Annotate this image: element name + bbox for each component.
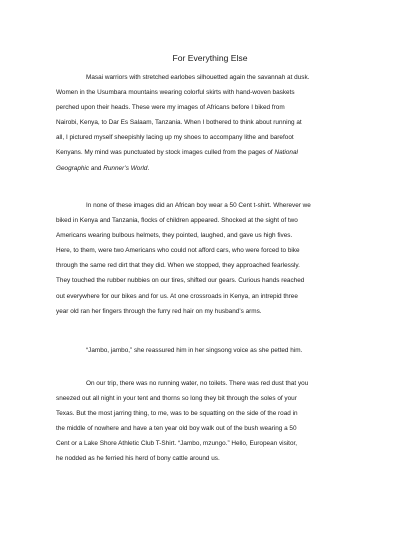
paragraph-line — [56, 145, 366, 160]
paragraph-line: out everywhere for our bikes and for us. At one crossroads in Kenya, an intrepid three — [56, 292, 298, 300]
paragraph-line: biked in Kenya and Tanzania, flocks of children appeared. Shocked at the sight of two — [56, 217, 298, 225]
paragraph-line: year old ran her fingers through the furry red hair on my husband’s arms. — [56, 307, 262, 315]
paragraph-line: perched upon their heads. These were my images of Africans before I biked from — [56, 104, 285, 112]
text-run: Kenyans. My mind was punctuated by stock images culled from the pages of — [56, 149, 275, 157]
paragraph-line — [56, 161, 366, 176]
paragraph-line: Here, to them, were two Americans who could not afford cars, who were forced to bike — [56, 247, 300, 255]
paragraph-line: he nodded as he ferried his herd of bony cattle around us. — [56, 455, 220, 463]
text-run: and — [89, 164, 104, 172]
italic-title: Geographic — [56, 164, 90, 172]
paragraph-3 — [56, 343, 366, 358]
paragraph-line: Nairobi, Kenya, to Dar Es Salaam, Tanzania. When I bothered to think about running at — [56, 119, 302, 127]
paragraph-line: the middle of nowhere and have a ten year old boy walk out of the bush wearing a 50 — [56, 425, 297, 433]
paragraph-line: In none of these images did an African boy wear a 50 Cent t-shirt. Wherever we — [86, 202, 311, 209]
paragraph-line: Masai warriors with stretched earlobes silhouetted again the savannah at dusk. — [86, 74, 310, 81]
paragraph-line: Women in the Usumbara mountains wearing colorful skirts with hand-woven baskets — [56, 89, 295, 97]
paragraph-2 — [56, 198, 366, 319]
text-run: . — [147, 164, 150, 172]
paragraph-line: all, I pictured myself sheepishly lacing up my shoes to accompany lithe and barefoot — [56, 134, 294, 142]
italic-title: Runner’s World — [103, 164, 148, 172]
paragraph-line: Cent or a Lake Shore Athletic Club T-Shirt. “Jambo, mzungo.” Hello, European visitor, — [56, 440, 298, 448]
paragraph-line: On our trip, there was no running water, no toilets. There was red dust that you — [86, 380, 309, 387]
paragraph-line: sneezed out all night in your tent and thorns so long they bit through the soles of your — [56, 395, 297, 403]
italic-title: National — [274, 149, 298, 157]
paragraph-line: through the same red dirt that they did. When we stopped, they approached fearlessly. — [56, 262, 300, 270]
paragraph-line: They touched the rubber nubbies on our tires, shifted our gears. Curious hands reached — [56, 277, 305, 285]
paragraph-line: Americans wearing bulbous helmets, they pointed, laughed, and gave us high fives. — [56, 232, 293, 240]
paragraph-4 — [56, 376, 366, 467]
paragraph-line: Texas. But the most jarring thing, to me, was to be squatting on the side of the road in — [56, 410, 298, 418]
paragraph-line: “Jambo, jambo,” she reassured him in her singsong voice as she petted him. — [86, 347, 303, 354]
document-title: For Everything Else — [172, 53, 248, 63]
paragraph-1 — [56, 70, 366, 176]
